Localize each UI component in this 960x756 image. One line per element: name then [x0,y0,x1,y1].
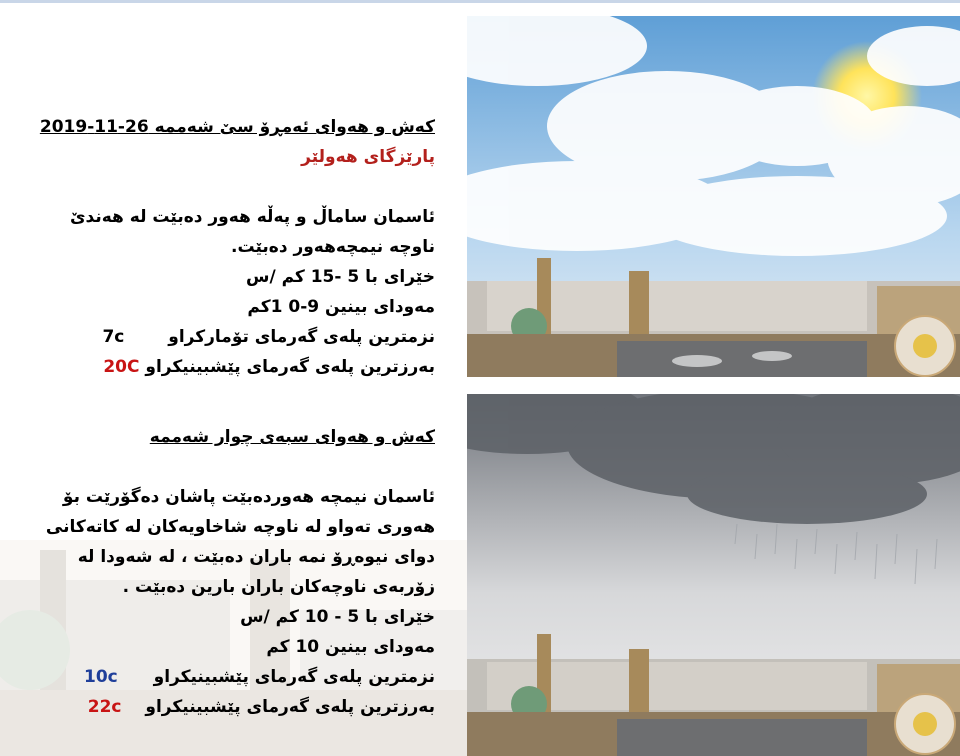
tomorrow-min-value: 10c [83,667,118,687]
today-visibility: مەودای بینین 9-0 1کم [247,297,435,317]
rainy-weather-photo [467,394,960,756]
today-min-temp [35,322,435,352]
today-min-value: 7c [102,327,125,347]
tomorrow-description: ئاسمان نیمچە هەوردەبێت پاشان دەگۆرێت بۆ هەوری تەواو لە ناوچە شاخاویەکان لە کاتەکانی دوای نیوەڕۆ نمە باران دەبێت ، لە شەودا لە زۆربەی ناوچەکان باران بارین دەبێت . [45,487,435,597]
today-subtitle: پارێزگای هەولێر [301,147,435,167]
today-min-label: نزمترین پلەی گەرمای تۆمارکراو [168,327,435,347]
today-max-value: 20C [103,357,140,377]
today-max-temp [35,352,435,382]
tomorrow-title: کەش و هەوای سبەی چوار شەممە [149,427,435,447]
rainy-scene [467,394,960,756]
today-description: ئاسمان ساماڵ و پەڵە هەور دەبێت لە هەندێ ناوچە نیمچەهەور دەبێت. [69,207,435,257]
tomorrow-max-temp [15,692,435,722]
tomorrow-min-label: نزمترین پلەی گەرمای پێشبینیکراو [153,667,435,687]
top-border [0,0,960,3]
today-forecast [35,112,435,382]
tomorrow-max-label: بەرزترین پلەی گەرمای پێشبینیکراو [145,697,435,717]
tomorrow-visibility: مەودای بینین 10 کم [266,637,435,657]
sunny-weather-photo [467,16,960,377]
today-wind: خێرای با 5 -15 کم /س [245,267,435,287]
today-max-label: بەرزترین پلەی گەرمای پێشبینیکراو [145,357,435,377]
tomorrow-forecast [15,422,435,722]
tomorrow-min-temp [15,662,435,692]
sunny-scene [467,16,960,377]
today-title: کەش و هەوای ئەمڕۆ سێ شەممە 26-11-2019 [39,117,435,137]
tomorrow-wind: خێرای با 5 - 10 کم /س [240,607,435,627]
tomorrow-max-value: 22c [87,697,122,717]
